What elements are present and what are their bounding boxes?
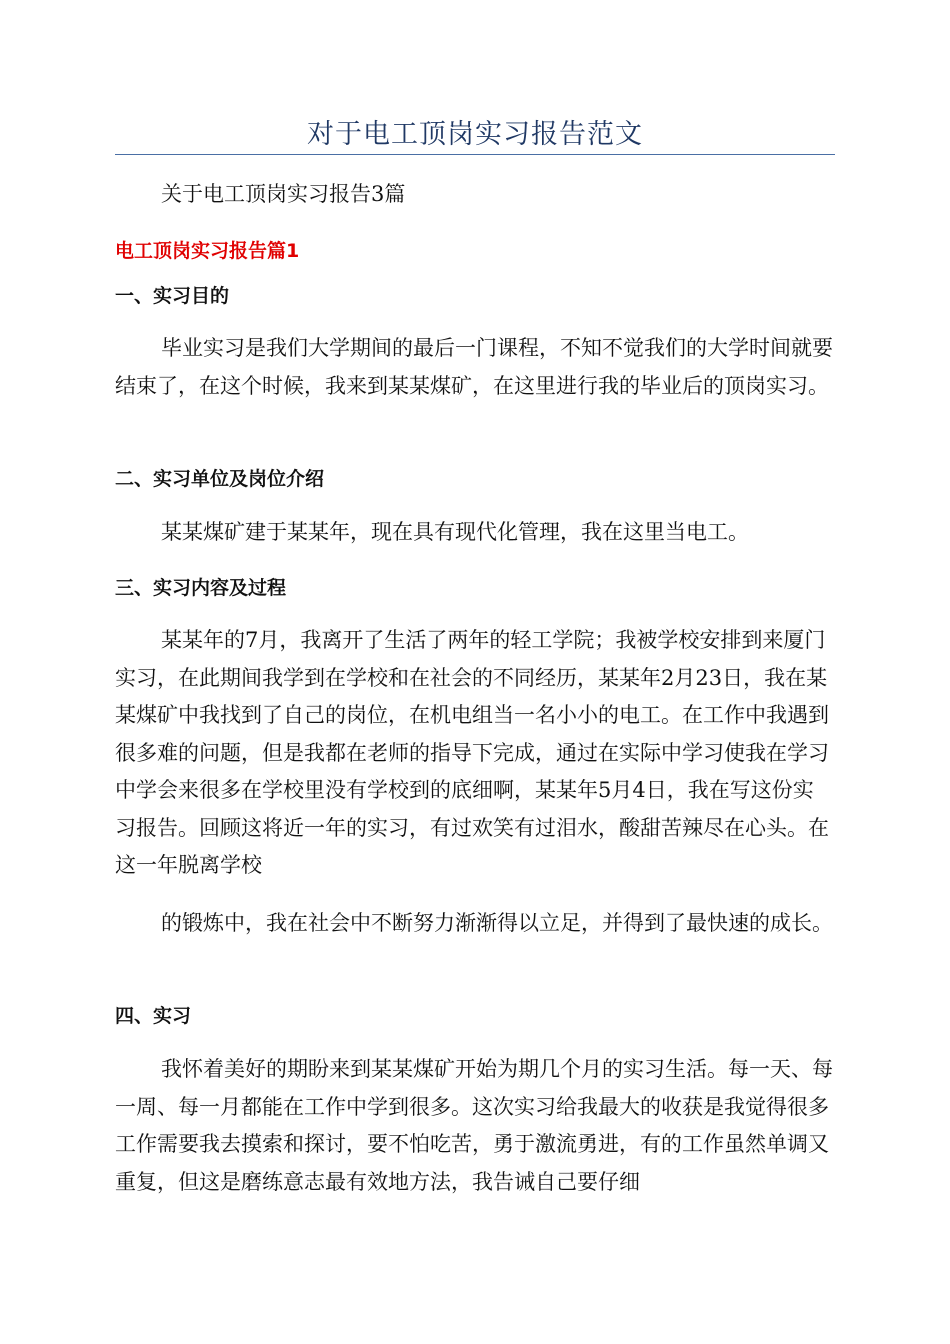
heading-internship: 四、实习 xyxy=(115,1005,192,1027)
paragraph-growth: 的锻炼中，我在社会中不断努力渐渐得以立足，并得到了最快速的成长。 xyxy=(161,911,833,935)
section-heading: 电工顶岗实习报告篇1 xyxy=(115,240,300,262)
paragraph-unit: 某某煤矿建于某某年，现在具有现代化管理，我在这里当电工。 xyxy=(161,520,749,544)
paragraph-internship: 我怀着美好的期盼来到某某煤矿开始为期几个月的实习生活。每一天、每一周、每一月都能在工作中学到很多。这次实习给我最大的收获是我觉得很多工作需要我去摸索和探讨，要不怕吃苦，勇于激流勇进，有的工作虽然单调又重复，但这是磨练意志最有效地方法，我告诫自己要仔细 xyxy=(115,1057,833,1194)
heading-unit: 二、实习单位及岗位介绍 xyxy=(115,468,325,490)
heading-purpose: 一、实习目的 xyxy=(115,285,230,307)
heading-content: 三、实习内容及过程 xyxy=(115,577,287,599)
document-subtitle: 关于电工顶岗实习报告3篇 xyxy=(161,182,406,206)
paragraph-purpose: 毕业实习是我们大学期间的最后一门课程，不知不觉我们的大学时间就要结束了，在这个时候，我来到某某煤矿，在这里进行我的毕业后的顶岗实习。 xyxy=(115,336,833,398)
paragraph-content: 某某年的7月，我离开了生活了两年的轻工学院；我被学校安排到来厦门实习，在此期间我学到在学校和在社会的不同经历，某某年2月23日，我在某某煤矿中我找到了自己的岗位，在机电组当一名小小的电工。在工作中我遇到很多难的问题，但是我都在老师的指导下完成，通过在实际中学习使我在学习中学会来很多在学校里没有学校到的底细啊，某某年5月4日，我在写这份实习报告。回顾这将近一年的实习，有过欢笑有过泪水，酸甜苦辣尽在心头。在这一年脱离学校 xyxy=(115,628,829,877)
title-underline xyxy=(115,154,835,155)
document-title: 对于电工顶岗实习报告范文 xyxy=(307,119,643,150)
